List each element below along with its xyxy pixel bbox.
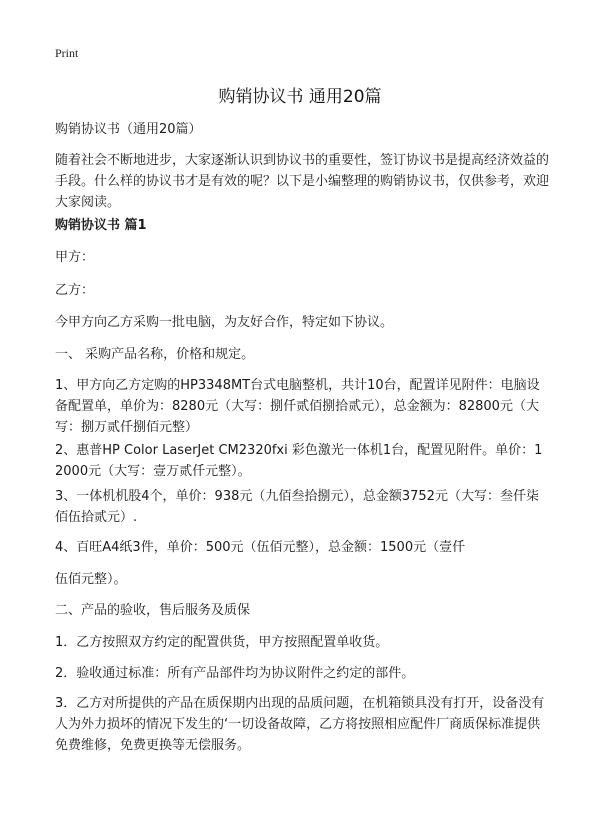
clause-one-item-4: 4、百旺A4纸3件，单价：500元（伍佰元整），总金额：1500元（壹仟 xyxy=(55,540,466,555)
print-label: Print xyxy=(55,46,79,60)
clause-two-item-3: 3．乙方对所提供的产品在质保期内出现的品质问题，在机箱锁具没有打开，设备没有人为外力损坏的情况下发生的‘一切设备故障，乙方将按照相应配件厂商质保标准提供免费维修，免费更换等无偿服务。 xyxy=(55,696,545,753)
clause-one-item-2: 2、惠普HP Color LaserJet CM2320fxi 彩色激光一体机1台，配置见附件。单价：12000元（大写：壹万贰仟元整）。 xyxy=(55,443,543,479)
clause-two-heading: 二、产品的验收，售后服务及质保 xyxy=(55,603,251,618)
clause-one-item-4-continued: 伍佰元整）。 xyxy=(55,572,127,587)
document-subtitle: 购销协议书（通用20篇） xyxy=(55,122,202,137)
purchase-statement: 今甲方向乙方采购一批电脑，为友好合作，特定如下协议。 xyxy=(55,315,394,330)
intro-paragraph: 随着社会不断地进步，大家逐渐认识到协议书的重要性，签订协议书是提高经济效益的手段。什么样的协议书才是有效的呢？以下是小编整理的购销协议书，仅供参考，欢迎大家阅读。 xyxy=(55,153,550,210)
clause-one-heading: 一、 采购产品名称，价格和规定。 xyxy=(55,347,255,362)
section-heading: 购销协议书 篇1 xyxy=(55,218,147,233)
party-b-label: 乙方： xyxy=(55,283,95,298)
clause-one-item-1: 1、甲方向乙方定购的HP3348MT台式电脑整机，共计10台，配置详见附件：电脑设备配置单，单价为：8280元（大写：捌仟贰佰捌拾贰元），总金额为：82800元（大写：捌万贰仟捌佰元整） xyxy=(55,378,540,435)
clause-one-item-3: 3、一体机机股4个，单价：938元（九佰叁拾捌元），总金额3752元（大写：叁仟柒佰伍拾贰元）. xyxy=(55,489,539,525)
page-title: 购销协议书 通用20篇 xyxy=(218,87,382,107)
clause-two-item-2: 2．验收通过标准：所有产品部件均为协议附件之约定的部件。 xyxy=(55,666,415,681)
clause-two-item-1: 1．乙方按照双方约定的配置供货，甲方按照配置单收货。 xyxy=(55,635,389,650)
party-a-label: 甲方： xyxy=(55,250,95,265)
